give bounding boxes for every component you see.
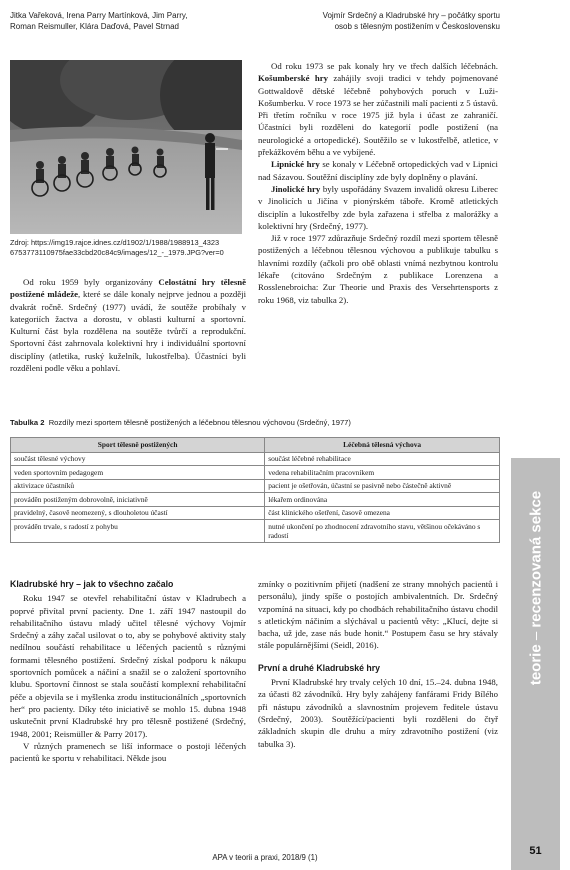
comparison-table xyxy=(10,437,500,543)
paragraph xyxy=(258,158,498,183)
table-row xyxy=(11,493,500,507)
text-run: zahájily svoji tradici v tehdy pojmenované Gottwaldově dětské léčebně pohybových poruch v Luži-Košumberku. V roce 1973 se her zúčastnili malí pacienti z 5 ústavů. Při třetím ročníku v roce 1975 již byla i účast ze zahraničí. Účastníci byli rozděleni do kategorií podle postižení (na neurologické a ortopedické). Soutěžilo se v lukostřelbě, atletice, v překážkovém běhu a ve vybíjené. xyxy=(258,73,499,158)
table-cell: část klinického ošetření, časově omezena xyxy=(265,506,500,520)
journal-footer: APA v teorii a praxi, 2018/9 (1) xyxy=(212,853,318,862)
text-run: Od roku 1973 se pak konaly hry ve třech dalších léčebnách. xyxy=(271,61,498,71)
text-column-right-lower xyxy=(258,578,498,750)
paragraph: zmínky o pozitivním přijetí (nadšení ze strany mnohých pacientů i personálu), jindy spíše o postojích ambivalentních. Dr. Srdečný vzpomíná na situaci, kdy po chodbách rehabilitačního ústavu chodil s atletickým náčiním a slýchával u pacientů věty: „Klucí, dejte si bacha, už jde, zase nás bude honit.“ Postupem času se hry stávaly stále populárnějšími (Seidl, 2016). xyxy=(258,579,498,651)
table-cell: aktivizace účastníků xyxy=(11,479,265,493)
running-header-title xyxy=(323,10,500,32)
paragraph: Již v roce 1977 zdůrazňuje Srdečný rozdíl mezi sportem tělesně postižených a léčebnou tělesnou výchovou a publikuje tabulku s hlavními rozdíly (ačkoli pro obě oblasti vnímá nezbytnou kontrolu lékaře (citováno Srdečným z publikace Lorenzena a Rosslenebroicha: Zur Theorie und Praxis des Versehrtensports z roku 1968, viz tabulka 2). xyxy=(258,233,498,305)
side-label-subsection: recenzovaná sekce xyxy=(527,490,545,628)
table-cell: součást tělesné výchovy xyxy=(11,452,265,466)
bold-term: Celostátní hry tělesně postižené mládeže xyxy=(10,277,246,300)
table-label: Tabulka 2 xyxy=(10,418,45,427)
table-cell: prováděn trvale, s radostí z pohybu xyxy=(11,520,265,543)
historical-photo-drawing xyxy=(10,60,242,234)
historical-photo xyxy=(10,60,242,234)
header-authors-line1: Jitka Vařeková, Irena Parry Martínková, Jim Parry, xyxy=(10,11,188,20)
table-row xyxy=(11,479,500,493)
header-title-line1: Vojmír Srdečný a Kladrubské hry – počátky sportu xyxy=(322,11,500,20)
bold-term: Lipnické hry xyxy=(271,159,320,170)
paragraph: Roku 1947 se otevřel rehabilitační ústav v Kladrubech a poprvé přivítal první pacienty. Dne 1. září 1947 nastoupil do rehabilitačního ústavu mladý učitel tělesné výchovy Vojmír Srdečný a záhy začal usilovat o to, aby se pohybové aktivity staly nedílnou součástí rehabilitace u léčených pacientů s různými formami tělesného postižení. Srdečný získal podporu k nákupu sportovních pomůcek a náčiní a snažil se o založení sportovního klubu. Sportovní činnost se stala součástí komplexní rehabilitační péče a objevila se i myšlenka zrodu institucionálních „sportovních her“ pro pacienty. Díky této iniciativě se mohlo 15. dubna 1948 uskutečnit první Kladrubské hry pro tělesně postižené (Srdečný, 1948, 2001; Reismüller & Parry 2017). xyxy=(10,593,246,739)
paragraph: V různých pramenech se liší informace o postoji léčených pacientů ke sportu v rehabilitaci. Někde jsou xyxy=(10,740,246,764)
table-header-cell: Léčebná tělesná výchova xyxy=(265,438,500,453)
table-row xyxy=(11,452,500,466)
page-number: 51 xyxy=(529,845,542,857)
table-cell: pravidelný, časově neomezený, s dlouholetou účastí xyxy=(11,506,265,520)
section-heading: První a druhé Kladrubské hry xyxy=(258,662,381,673)
text-column-left-lower xyxy=(10,578,246,764)
table-cell: pacient je ošetřován, účastní se pasivně nebo částečně aktivně xyxy=(265,479,500,493)
table-header-cell: Sport tělesně postižených xyxy=(11,438,265,453)
table-row xyxy=(11,466,500,480)
table-cell: veden sportovním pedagogem xyxy=(11,466,265,480)
table-cell: součást léčebné rehabilitace xyxy=(265,452,500,466)
table-caption xyxy=(10,418,500,428)
text-column-right-upper xyxy=(258,60,498,306)
text-run: Od roku 1959 byly organizovány xyxy=(23,277,159,287)
table-caption-text: Rozdíly mezi sportem tělesně postižených a léčebnou tělesnou výchovou (Srdečný, 1977) xyxy=(48,418,351,427)
side-label-section: teorie xyxy=(527,644,545,686)
running-header-authors xyxy=(10,10,188,32)
paragraph: První Kladrubské hry trvaly celých 10 dní, 15.–24. dubna 1948, za účasti 82 závodníků. Hry byly zahájeny fanfárami Fridy Bílého při nástupu závodníků a slavnostním projevem ředitele ústavu (Srdečný, 2003). Soutěžící/pacienti byli rozděleni do čtyř základních skupin dle druhu a míry zdravotního postižení (viz tabulka 3). xyxy=(258,677,498,749)
header-title-line2: osob s tělesným postižením v Československu xyxy=(334,22,500,31)
section-side-label xyxy=(528,491,545,685)
bold-term: Jinolické hry xyxy=(271,183,321,194)
table-cell: vedena rehabilitačním pracovníkem xyxy=(265,466,500,480)
paragraph xyxy=(10,276,246,374)
text-run: se konaly v Léčebně ortopedických vad v Lipnici nad Sázavou. Soutěžní disciplíny zde byly doplněny o plavání. xyxy=(258,159,498,182)
paragraph xyxy=(258,183,498,232)
bold-term: Košumberské hry xyxy=(258,73,328,84)
table-header-row xyxy=(11,438,500,453)
table-row xyxy=(11,506,500,520)
side-label-dash: – xyxy=(527,627,545,645)
text-run: , které se dále konaly nejprve jednou a později dvakrát ročně. Srdečný (1977) uvádí, že soutěže probíhaly v kategoriích žactva a dorostu, v oblasti kulturní a sportovní. Kulturní část byla rozdělena na soutěže tvůrčí a reprodukční. Sportovní část zahrnovala kolektivní hry i individuální sportovní disciplíny (atletika, ruský kuželník, lukostřelba). Účastníci byli rozděleni podle věku a pohlaví. xyxy=(10,289,246,374)
figure-caption: Zdroj: https://img19.rajce.idnes.cz/d1902/1/1988/1988913_4323 6753773110975fae33cbd20c84c9/images/12_-_1979.JPG?ver=0 xyxy=(10,238,224,257)
text-column-left-upper xyxy=(10,276,246,374)
table-cell: lékařem ordinována xyxy=(265,493,500,507)
table-cell: nutné ukončení po zhodnocení zdravotního stavu, většinou očekáváno s radostí xyxy=(265,520,500,543)
header-authors-line2: Roman Reismuller, Klára Daďová, Pavel Strnad xyxy=(10,22,179,31)
text-run: byly uspořádány Svazem invalidů okresu Liberec v Jinolicích u Jičína v pionýrském táboře. Kromě atletických disciplín a lukostřelby zde byla zařazena i střelba z malorážky a kolektivní hry (Srdečný, 1977). xyxy=(258,183,499,231)
paragraph xyxy=(258,60,498,158)
section-heading: Kladrubské hry – jak to všechno začalo xyxy=(10,579,174,589)
table-row xyxy=(11,520,500,543)
table-cell: prováděn postiženým dobrovolně, iniciativně xyxy=(11,493,265,507)
